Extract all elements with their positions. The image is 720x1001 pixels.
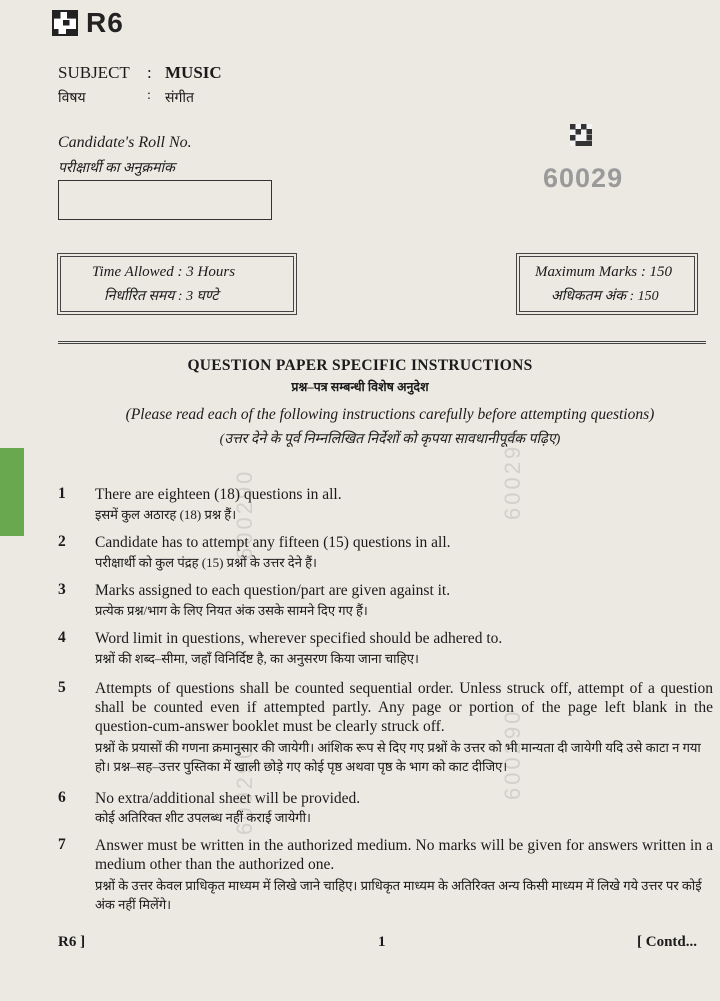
roll-number-label: Candidate's Roll No. [58, 134, 192, 151]
time-allowed-hindi: निर्धारित समय : 3 घण्टे [104, 289, 219, 304]
instructions-title: QUESTION PAPER SPECIFIC INSTRUCTIONS [187, 357, 533, 374]
instruction-text: Attempts of questions shall be counted sequential order. Unless struck off, attempt of a question shall be counted even if attempted partly. Any page or portion of the page left blank in the question-cum-answer booklet must be clearly struck off. [95, 680, 713, 735]
serial-number: 60029 [543, 163, 624, 193]
instruction-number: 7 [58, 836, 66, 853]
instruction-text-hindi: कोई अतिरिक्त शीट उपलब्ध नहीं कराई जायेगी। [95, 810, 311, 825]
qr-code-icon [570, 124, 592, 146]
watermark: 600290 [232, 468, 257, 560]
maximum-marks-hindi: अधिकतम अंक : 150 [551, 289, 659, 304]
instruction-text-hindi: परीक्षार्थी को कुल पंद्रह (15) प्रश्नों के उत्तर देने हैं। [95, 555, 317, 570]
maximum-marks: Maximum Marks : 150 [535, 264, 673, 280]
subject-label-hindi: विषय [58, 91, 86, 106]
instruction-text: Candidate has to attempt any fifteen (15) questions in all. [95, 534, 451, 551]
instruction-text-hindi: प्रश्नों के उत्तर केवल प्राधिकृत माध्यम में लिखे जाने चाहिए। प्राधिकृत माध्यम के अतिरिक्त अन्य किसी माध्यम में लिखे गये उत्तर पर कोई अंक नहीं मिलेंगे। [95, 878, 702, 912]
paper-code: R6 [86, 7, 124, 38]
instruction-number: 3 [58, 581, 66, 598]
instructions-title-hindi: प्रश्न–पत्र सम्बन्धी विशेष अनुदेश [291, 380, 429, 394]
instruction-text: Marks assigned to each question/part are given against it. [95, 582, 451, 599]
instruction-number: 4 [58, 629, 66, 646]
instruction-text-hindi: इसमें कुल अठारह (18) प्रश्न हैं। [95, 507, 237, 522]
roll-number-label-hindi: परीक्षार्थी का अनुक्रमांक [58, 161, 175, 176]
instructions-note-hindi: (उत्तर देने के पूर्व निम्नलिखित निर्देशों को कृपया सावधानीपूर्वक पढ़िए) [219, 432, 561, 447]
instruction-text-hindi: प्रत्येक प्रश्न/भाग के लिए नियत अंक उसके सामने दिए गए हैं। [95, 603, 368, 618]
instruction-text: Word limit in questions, wherever specified should be adhered to. [95, 630, 503, 647]
instruction-number: 2 [58, 533, 66, 550]
instruction-text-hindi: प्रश्नों की शब्द–सीमा, जहाँ विनिर्दिष्ट है, का अनुसरण किया जाना चाहिए। [95, 651, 419, 666]
instruction-number: 5 [58, 679, 66, 696]
instruction-text: There are eighteen (18) questions in all. [95, 486, 342, 503]
time-allowed: Time Allowed : 3 Hours [92, 264, 236, 280]
instruction-text-hindi: प्रश्नों के प्रयासों की गणना क्रमानुसार की जायेगी। आंशिक रूप से दिए गए प्रश्नों के उत्तर को भी मान्यता दी जायेगी यदि उसे काटा न गया हो। प्रश्न–सह–उत्तर पुस्तिका में खाली छोड़े गए कोई पृष्ठ अथवा पृष्ठ के भाग को काट दीजिए। [95, 740, 701, 774]
subject-separator-hindi: : [147, 88, 151, 103]
roll-number-box[interactable] [58, 180, 272, 220]
subject-label: SUBJECT [58, 63, 130, 82]
subject-value: MUSIC [165, 63, 222, 82]
watermark: 600290 [232, 743, 257, 835]
page-number: 1 [378, 934, 386, 950]
instruction-text: No extra/additional sheet will be provided. [95, 790, 361, 807]
instruction-number: 1 [58, 485, 66, 502]
continued-label: [ Contd... [637, 934, 698, 950]
subject-value-hindi: संगीत [165, 91, 194, 106]
side-tab-marker [0, 448, 24, 536]
qr-code-icon [52, 10, 78, 36]
watermark: 600290 [500, 708, 525, 800]
instructions-note: (Please read each of the following instructions carefully before attempting questions) [125, 406, 655, 423]
subject-separator: : [147, 63, 152, 82]
footer-paper-code: R6 ] [58, 934, 86, 950]
instruction-text: Answer must be written in the authorized medium. No marks will be given for answers written in a medium other than the authorized one. [95, 837, 713, 873]
watermark: 600290 [500, 428, 525, 520]
instruction-number: 6 [58, 789, 66, 806]
divider [58, 341, 706, 344]
